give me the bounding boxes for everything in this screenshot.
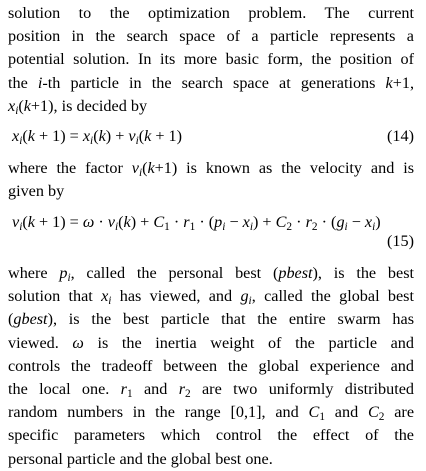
text-line: where the factor $v_i(k+1)$ is known as the velocity and is xyxy=(8,159,414,179)
paragraph-pso-definitions xyxy=(8,262,414,471)
text-line: personal particle and the global best one. xyxy=(8,449,273,468)
text-line: $x_i(k+1)$, is decided by xyxy=(8,96,148,117)
paragraph-velocity-intro xyxy=(8,157,414,203)
text-line: solution that $x_i$ has viewed, and $g_i$, called the global best xyxy=(8,287,414,308)
text-line: random numbers in the range [0,1], and $C_1$ and $C_2$ are xyxy=(8,403,415,424)
text-line: given by xyxy=(8,182,65,201)
equation-15-number: (15) xyxy=(387,232,414,250)
equation-14 xyxy=(8,124,414,148)
text-line: the local one. $r_1$ and $r_2$ are two uniformly distributed xyxy=(8,380,415,400)
text-line: where $p_i$, called the personal best (pbest), is the best xyxy=(8,264,414,284)
text-line: the i-th particle in the search space at generations k+1, xyxy=(8,73,415,92)
equation-15 xyxy=(8,210,414,234)
text-line: position in the search space of a particle represents a xyxy=(8,27,414,46)
text-line: viewed. ω is the inertia weight of the particle and xyxy=(8,333,414,352)
text-line: (gbest), is the best particle that the entire swarm has xyxy=(8,310,414,329)
paragraph-pso-position xyxy=(8,2,414,118)
equation-14-number: (14) xyxy=(387,127,414,145)
equation-15-expression: $v_i(k + 1) = \omega \cdot v_i(k) + C_1 \cdot r_1 \cdot (p_i - x_i) + C_2 \cdot r_2 \cdot (g_i - x_i)$ xyxy=(12,213,381,233)
text-line: potential solution. In its more basic form, the position of xyxy=(8,50,414,69)
text-line: solution to the optimization problem. The current xyxy=(8,4,414,22)
text-line: specific parameters which control the effect of the xyxy=(8,426,414,445)
text-line: controls the tradeoff between the global experience and xyxy=(8,356,414,375)
equation-14-expression: $x_i(k + 1) = x_i(k) + v_i(k + 1)$ xyxy=(12,127,183,147)
